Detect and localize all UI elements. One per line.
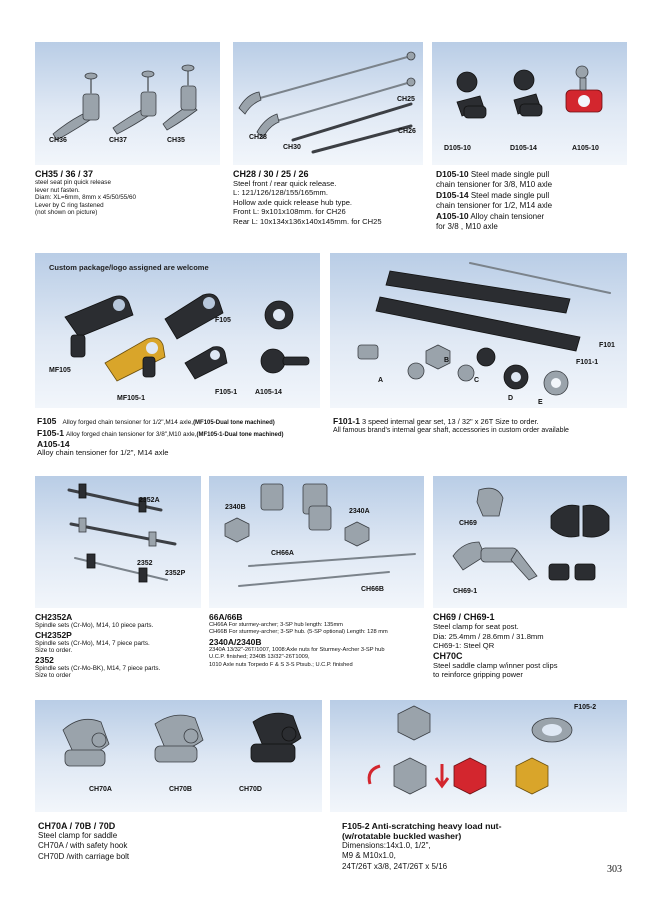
- label-ch26: CH26: [398, 128, 416, 135]
- hub-skewer-illustration: [233, 42, 423, 165]
- desc-line: Hollow axle quick release hub type.: [233, 197, 353, 207]
- desc-line: Rear L: 10x134x136x140x145mm. for CH25: [233, 216, 382, 226]
- seat-clamp-photo: [433, 476, 627, 608]
- desc-line: M9 & M10x1.0,: [342, 851, 396, 861]
- label-ch30: CH30: [283, 144, 301, 151]
- label-d105-10: D105-10: [444, 145, 471, 152]
- desc-note: (MF105-1-Dual tone machined): [196, 431, 284, 438]
- desc-line: Steel saddle clamp w/inner post clips: [433, 660, 558, 670]
- nut-description: [342, 821, 622, 872]
- spindle-illustration: [35, 476, 201, 608]
- desc-line: 2340A 13/32"-26T/1007, 1008:Axle nuts for Sturmey-Archer 3-SP hub: [209, 646, 385, 653]
- forged-tensioner-photo: [35, 253, 320, 408]
- desc-line: All famous brand's internal gear shaft, accessories in custom order available: [333, 426, 569, 434]
- desc-line: Steel clamp for seat post.: [433, 622, 519, 631]
- label-f105-1: F105-1: [215, 389, 238, 396]
- product-code: D105-14: [436, 190, 469, 200]
- desc-line: Size to order.: [35, 647, 73, 655]
- desc-line: to reinforce gripping power: [433, 670, 523, 680]
- label-f101-1: F101-1: [576, 359, 599, 366]
- desc-line: Dia: 25.4mm / 28.6mm / 31.8mm: [433, 631, 544, 641]
- hub-axle-photo: [209, 476, 424, 608]
- product-title: CH35 / 36 / 37: [35, 169, 94, 179]
- desc-line: Steel front / rear quick release.: [233, 179, 337, 188]
- desc-line: U.C.P. finished; 2340B 13/32"-26T1009,: [209, 654, 310, 661]
- label-f101: F101: [599, 342, 615, 349]
- desc-text: Steel made single pull: [468, 191, 550, 200]
- product-title: CH69 / CH69-1: [433, 612, 495, 622]
- desc-line: CH70A / with safety hook: [38, 841, 128, 851]
- label-c: C: [474, 377, 480, 384]
- desc-note: (MF105-Dual tone machined): [193, 420, 275, 426]
- desc-text: Alloy forged chain tensioner for 1/2",M14 axle,: [62, 419, 194, 426]
- desc-line: Spindle sets (Cr-Mo), M14, 7 piece parts.: [35, 639, 150, 647]
- product-code: F101-1: [333, 416, 360, 426]
- label-2340a: 2340A: [349, 508, 370, 515]
- nut-photo: [330, 700, 627, 812]
- label-ch37: CH37: [109, 137, 127, 144]
- label-mf105-1: MF105-1: [117, 395, 146, 402]
- label-2352: 2352: [137, 560, 153, 567]
- forged-tensioner-illustration: [35, 253, 320, 408]
- label-ch70b: CH70B: [169, 786, 192, 793]
- quick-release-photo: [35, 42, 220, 165]
- product-title: CH28 / 30 / 25 / 26: [233, 169, 309, 179]
- label-ch70a: CH70A: [89, 786, 112, 793]
- label-b: B: [444, 357, 450, 364]
- hub-skewer-description: [233, 169, 433, 226]
- desc-line: Spindle sets (Cr-Mo-BK), M14, 7 piece parts.: [35, 664, 161, 672]
- product-code: F105: [37, 416, 57, 426]
- product-title: (w/rotatable buckled washer): [342, 831, 462, 841]
- desc-line: chain tensioner for 1/2, M14 axle: [436, 201, 553, 210]
- saddle-clamp-description: [38, 821, 288, 862]
- label-a: A: [378, 377, 384, 384]
- product-title: CH70A / 70B / 70D: [38, 821, 116, 831]
- label-f105: F105: [215, 317, 231, 324]
- gear-set-photo: [330, 253, 627, 408]
- label-f105-2: F105-2: [574, 704, 597, 711]
- label-ch35: CH35: [167, 137, 185, 144]
- desc-text: 3 speed internal gear set, 13 / 32" x 26T Size to order.: [359, 417, 539, 426]
- label-ch66b: CH66B: [361, 586, 384, 593]
- desc-line: lever nut fasten.: [35, 186, 80, 194]
- product-code: CH2352P: [35, 629, 72, 640]
- custom-banner: Custom package/logo assigned are welcome: [49, 263, 209, 272]
- desc-text: Steel made single pull: [468, 170, 550, 179]
- desc-line: Lever by C ring fastened: [35, 201, 104, 209]
- label-2352a: 2352A: [139, 497, 160, 504]
- label-ch70d: CH70D: [239, 786, 262, 793]
- gear-set-illustration: [330, 253, 627, 408]
- quick-release-description: [35, 169, 225, 217]
- desc-line: Size to order: [35, 672, 71, 680]
- label-a105-14: A105-14: [255, 389, 282, 396]
- product-code: A105-10: [436, 211, 469, 221]
- desc-line: 1010 Axle nuts Torpedo F & S 3-S Ptsub.; U.C.P. finished: [209, 661, 353, 668]
- desc-line: Steel clamp for saddle: [38, 831, 118, 840]
- label-e: E: [538, 399, 543, 406]
- label-ch69: CH69: [459, 520, 477, 527]
- product-title: F105-2 Anti-scratching heavy load nut-: [342, 821, 502, 831]
- desc-line: 24T/26T x3/8, 24T/26T x 5/16: [342, 861, 448, 871]
- chain-tensioner-photo: [432, 42, 627, 165]
- product-code: CH2352A: [35, 612, 73, 622]
- label-d: D: [508, 395, 514, 402]
- spindle-photo: [35, 476, 201, 608]
- desc-line: CH66B For sturmey-archer; 3-SP hub. (5-SP optional) Length: 128 mm: [209, 629, 388, 636]
- product-code: D105-10: [436, 169, 469, 179]
- quick-release-illustration: [35, 42, 220, 165]
- label-ch66a: CH66A: [271, 550, 294, 557]
- seat-clamp-description: [433, 612, 643, 680]
- chain-tensioner-description: [436, 169, 636, 232]
- label-2352p: 2352P: [165, 570, 186, 577]
- product-code: F105-1: [37, 427, 64, 438]
- saddle-clamp-photo: [35, 700, 322, 812]
- product-title: 66A/66B: [209, 612, 243, 622]
- product-title: CH70C: [433, 650, 463, 661]
- hub-skewer-photo: [233, 42, 423, 165]
- forged-tensioner-description: [37, 416, 337, 458]
- hub-axle-description: [209, 612, 431, 669]
- desc-text: Alloy chain tensioner: [468, 212, 545, 221]
- product-title: 2340A/2340B: [209, 636, 262, 647]
- hub-axle-illustration: [209, 476, 424, 608]
- gear-set-description: [333, 416, 633, 435]
- saddle-clamp-illustration: [35, 700, 322, 812]
- desc-line: CH70D /with carriage bolt: [38, 851, 130, 861]
- desc-line: CH69-1: Steel QR: [433, 641, 495, 651]
- nut-illustration: [330, 700, 627, 812]
- label-a105-10: A105-10: [572, 145, 599, 152]
- label-ch36: CH36: [49, 137, 67, 144]
- label-mf105: MF105: [49, 367, 71, 374]
- desc-line: Dimensions:14x1.0, 1/2",: [342, 841, 431, 850]
- desc-line: Front L: 9x101x108mm. for CH26: [233, 207, 346, 217]
- label-ch69-1: CH69-1: [453, 588, 478, 595]
- desc-line: CH66A For sturmey-archer; 3-SP hub length: 135mm: [209, 622, 343, 628]
- product-code: 2352: [35, 654, 54, 665]
- desc-line: Spindle sets (Cr-Mo), M14, 10 piece parts.: [35, 622, 154, 629]
- desc-line: for 3/8 , M10 axle: [436, 222, 498, 231]
- desc-line: chain tensioner for 3/8, M10 axle: [436, 180, 553, 189]
- spindle-description: [35, 612, 215, 680]
- desc-text: Alloy forged chain tensioner for 3/8",M10 axle,: [66, 430, 197, 438]
- desc-line: steel seat pin quick release: [35, 179, 111, 186]
- product-code: A105-14: [37, 439, 70, 450]
- label-d105-14: D105-14: [510, 145, 537, 152]
- label-ch25: CH25: [397, 96, 415, 103]
- page-number: 303: [607, 864, 622, 875]
- desc-line: Alloy chain tensioner for 1/2", M14 axle: [37, 448, 169, 458]
- label-2340b: 2340B: [225, 504, 246, 511]
- desc-line: (not shown on picture): [35, 209, 98, 217]
- desc-line: Diam: XL=6mm, 8mm x 45/50/55/60: [35, 194, 136, 202]
- desc-line: L: 121/126/128/155/165mm.: [233, 188, 328, 198]
- label-ch28: CH28: [249, 134, 267, 141]
